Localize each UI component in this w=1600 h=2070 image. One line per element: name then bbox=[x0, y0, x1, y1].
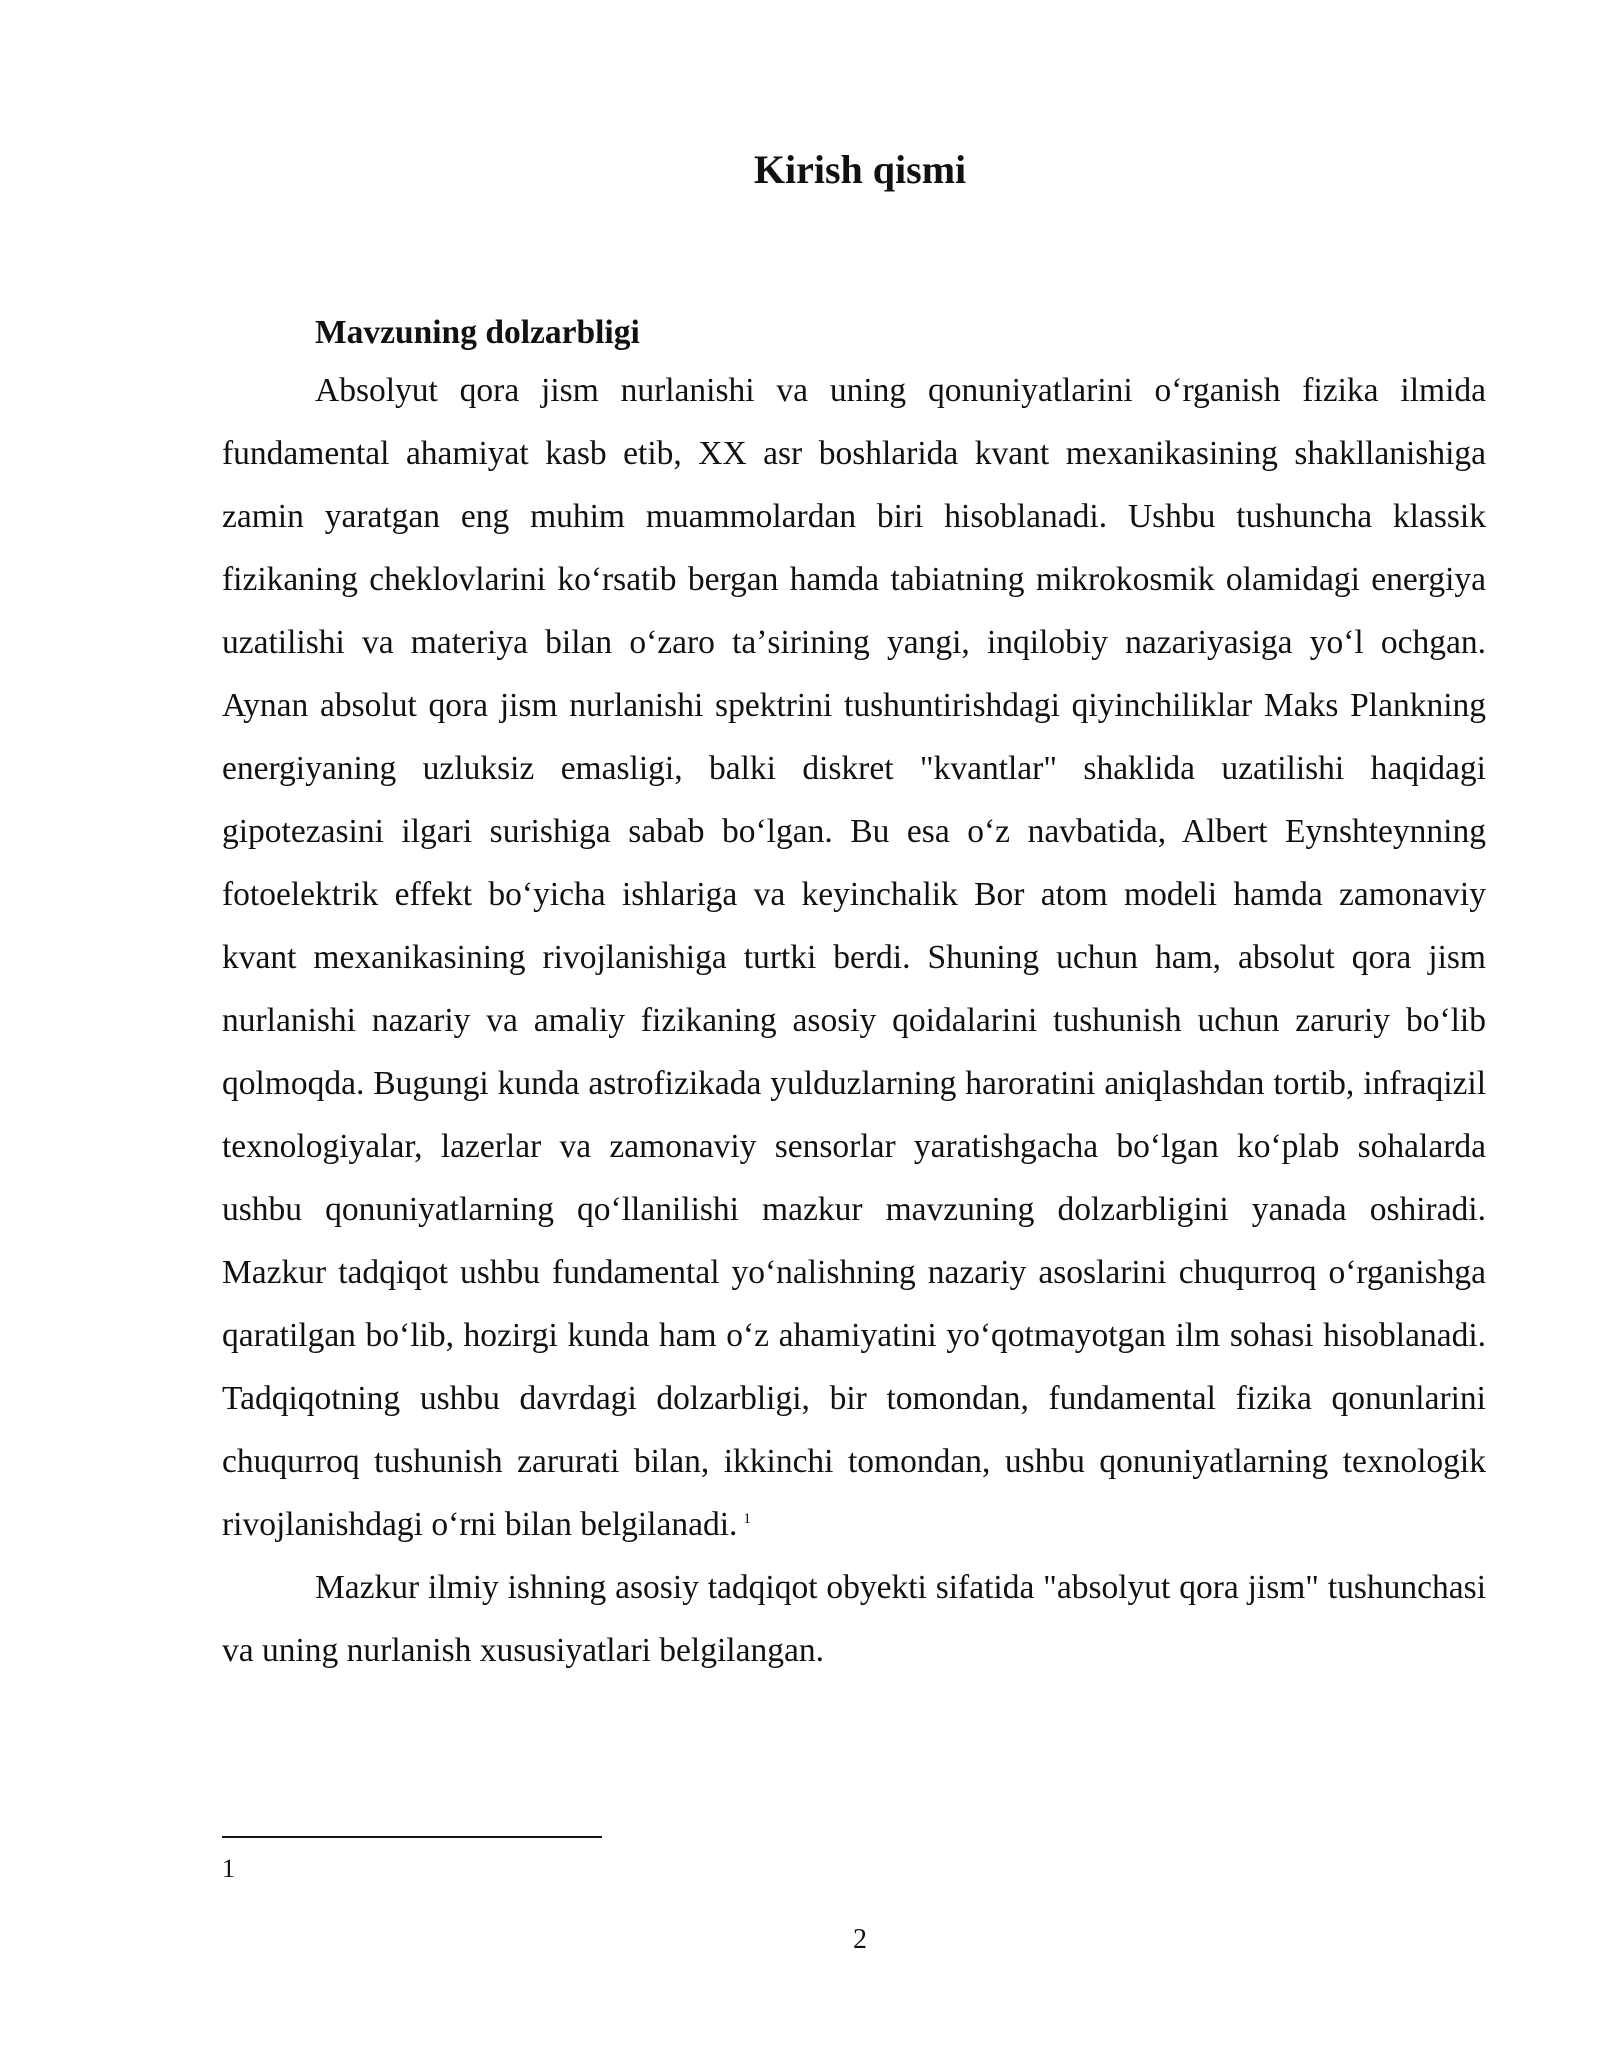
section-heading: Mavzuning dolzarbligi bbox=[315, 314, 640, 351]
page-number: 2 bbox=[853, 1924, 867, 1955]
paragraph-relevance bbox=[222, 359, 1486, 1556]
paragraph-text: Absolyut qora jism nurlanishi va uning qonuniyatlarini oʻrganish fizika ilmida fundamental ahamiyat kasb etib, XX asr boshlarida kvant mexanikasining shakllanishiga zamin yaratgan eng muhim muammolardan biri hisoblanadi. Ushbu tushuncha klassik fizikaning cheklovlarini koʻrsatib bergan hamda tabiatning mikrokosmik olamidagi energiya uzatilishi va materiya bilan oʻzaro taʼsirining yangi, inqilobiy nazariyasiga yoʻl ochgan. Aynan absolut qora jism nurlanishi spektrini tushuntirishdagi qiyinchiliklar Maks Plankning energiyaning uzluksiz emasligi, balki diskret "kvantlar" shaklida uzatilishi haqidagi gipotezasini ilgari surishiga sabab boʻlgan. Bu esa oʻz navbatida, Albert Eynshteynning fotoelektrik effekt boʻyicha ishlariga va keyinchalik Bor atom modeli hamda zamonaviy kvant mexanikasining rivojlanishiga turtki berdi. Shuning uchun ham, absolut qora jism nurlanishi nazariy va amaliy fizikaning asosiy qoidalarini tushunish uchun zaruriy boʻlib qolmoqda. Bugungi kunda astrofizikada yulduzlarning haroratini aniqlashdan tortib, infraqizil texnologiyalar, lazerlar va zamonaviy sensorlar yaratishgacha boʻlgan koʻplab sohalarda ushbu qonuniyatlarning qoʻllanilishi mazkur mavzuning dolzarbligini yanada oshiradi. Mazkur tadqiqot ushbu fundamental yoʻnalishning nazariy asoslarini chuqurroq oʻrganishga qaratilgan boʻlib, hozirgi kunda ham oʻz ahamiyatini yoʻqotmayotgan ilm sohasi hisoblanadi. Tadqiqotning ushbu davrdagi dolzarbligi, bir tomondan, fundamental fizika qonunlarini chuqurroq tushunish zarurati bilan, ikkinchi tomondan, ushbu qonuniyatlarning texnologik rivojlanishdagi oʻrni bilan belgilanadi. bbox=[222, 372, 1486, 1543]
footnote-separator bbox=[222, 1836, 602, 1838]
footnote-marker: 1 bbox=[222, 1854, 235, 1883]
paragraph-research-object bbox=[222, 1556, 1486, 1682]
paragraph-text: Mazkur ilmiy ishning asosiy tadqiqot obyekti sifatida "absolyut qora jism" tushunchasi va uning nurlanish xususiyatlari belgilangan. bbox=[222, 1569, 1486, 1669]
page-title: Kirish qismi bbox=[753, 147, 967, 192]
body-text bbox=[222, 307, 1486, 1682]
footnote-reference[interactable]: 1 bbox=[743, 1510, 751, 1527]
